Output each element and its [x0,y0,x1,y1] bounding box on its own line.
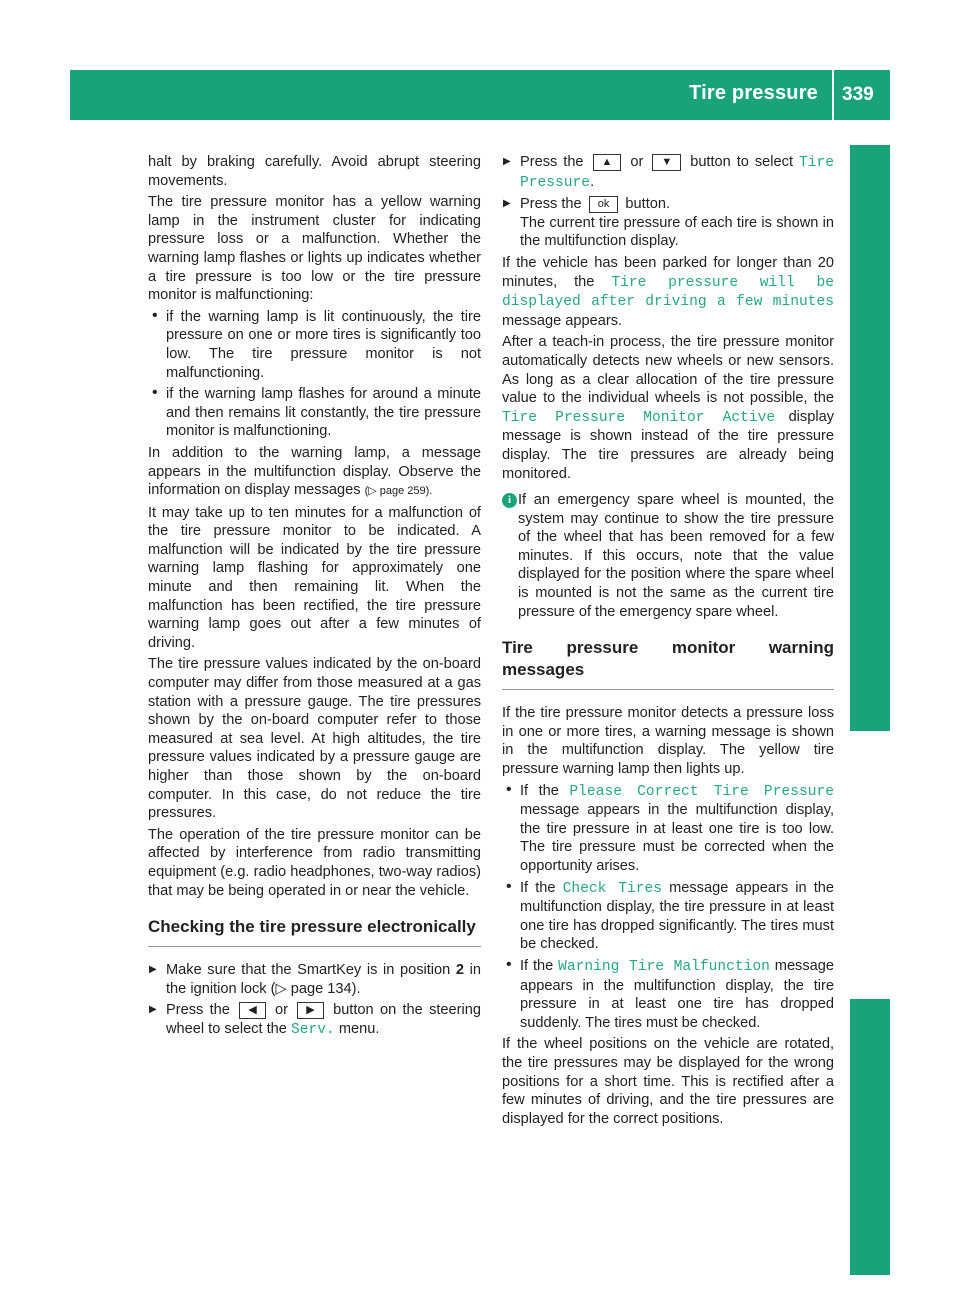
down-arrow-button-icon: ▼ [652,154,681,171]
paragraph: If the wheel positions on the vehicle are rotated, the tire pressures may be displayed for the wrong positions for a short time. This is rectified after a few minutes of driving, and the tire pressures are displayed for the correct positions. [502,1036,834,1127]
paragraph: In addition to the warning lamp, a message appears in the multifunction display. Observe the information on display messages (▷ page 259). [148,444,481,499]
paragraph: The operation of the tire pressure monitor can be affected by interference from radio transmitting equipment (e.g. radio headphones, two-way radios) that may be being operated in or near the vehicle. [148,826,481,899]
display-menu-item: Tire Pressure [520,155,834,191]
info-note: i If an emergency spare wheel is mounted, the system may continue to show the tire pressure of the wheel that has been removed for a few minutes. If this occurs, note that the value displayed for the position where the spare wheel is mounted is not the same as the current tire pressure of the emergency spare wheel. [502,491,834,621]
up-arrow-button-icon: ▲ [593,154,622,171]
display-message: Tire Pressure Monitor Active [502,409,776,426]
info-icon: i [502,493,517,508]
paragraph: It may take up to ten minutes for a malfunction of the tire pressure monitor to be indicated. A malfunction will be indicated by the tire pressure warning lamp flashing for approximately one minute and then remaining lit. When the malfunction has been rectified, the tire pressure warning lamp goes out after a few minutes of driving. [148,504,481,651]
header-title: Tire pressure [689,82,818,104]
display-message: Check Tires [562,880,662,897]
left-arrow-button-icon: ◀ [239,1002,265,1019]
section-heading: Checking the tire pressure electronically [148,917,476,937]
key-position: 2 [455,962,465,979]
paragraph: After a teach-in process, the tire pressure monitor automatically detects new wheels or new sensors. As long as a clear allocation of the tire pressure value to the individual wheels is not possible, the Tire Pressure Monitor Active display message is shown instead of the tire pressure display. The tire pressures are already being monitored. [502,334,834,482]
instruction-step: ▶ Press the ▲ or ▼ button to select Tire Pressure. [502,153,834,192]
page-header [70,70,890,120]
paragraph: The tire pressure monitor has a yellow warning lamp in the instrument cluster for indicating pressure loss or a malfunction. Whether the warning lamp flashes or lights up indicates whether a tire pressure is too low or the tire pressure monitor is malfunctioning: [148,194,481,304]
page-number: 339 [842,84,874,105]
heading-rule [148,946,481,947]
display-message: Please Correct Tire Pressure [569,783,834,800]
paragraph: If the tire pressure monitor detects a pressure loss in one or more tires, a warning message is shown in the multifunction display. The yellow tire pressure warning lamp then lights up. [502,705,834,778]
bullet-item: • if the warning lamp is lit continuously, the tire pressure on one or more tires is significantly too low. The tire pressure monitor is not malfunctioning. [148,308,481,382]
right-column [502,153,834,1131]
ok-button-icon: ok [589,196,619,213]
bullet-item: • If the Warning Tire Malfunction message appears in the multifunction display, the tire pressure in at least one tire has dropped suddenly. The tires must be checked. [502,957,834,1032]
instruction-step: ▶ Press the ok button. The current tire pressure of each tire is shown in the multifunction display. [502,195,834,251]
section-heading: Tire pressure monitor warning messages [502,638,834,680]
display-message: Tire pressure will be displayed after driving a few minutes [502,274,834,311]
bullet-item: • if the warning lamp flashes for around a minute and then remains lit constantly, the tire pressure monitor is malfunctioning. [148,385,481,441]
instruction-step: ▶ Press the ◀ or ▶ button on the steering wheel to select the Serv. menu. [148,1001,481,1039]
display-message: Warning Tire Malfunction [558,958,770,975]
bullet-item: • If the Please Correct Tire Pressure message appears in the multifunction display, the tire pressure in at least one tire is too low. The tire pressure must be corrected when the opportunity arises. [502,782,834,876]
paragraph: halt by braking carefully. Avoid abrupt steering movements. [148,154,481,189]
heading-rule [502,689,834,690]
left-column [148,153,481,1043]
paragraph: The tire pressure values indicated by the on-board computer may differ from those measured at a gas station with a pressure gauge. The tire pressures shown by the on-board computer refer to those measured at sea level. At high altitudes, the tire pressure values indicated by a pressure gauge are higher than those shown by the on-board computer. In this case, do not reduce the tire pressures. [148,656,481,822]
header-divider [832,70,834,120]
instruction-step: ▶ Make sure that the SmartKey is in position 2 in the ignition lock (▷ page 134). [148,961,481,998]
section-tab [850,145,890,1275]
right-arrow-button-icon: ▶ [297,1002,323,1019]
section-tab-label: Wheels and tires [857,777,882,953]
display-menu-name: Serv. [290,1021,335,1038]
page-reference-link[interactable]: (▷ page 259). [364,485,433,498]
bullet-item: • If the Check Tires message appears in the multifunction display, the tire pressure in at least one tire has dropped significantly. The tires must be checked. [502,879,834,954]
paragraph: If the vehicle has been parked for longer than 20 minutes, the Tire pressure will be displayed after driving a few minutes message appears. [502,254,834,329]
